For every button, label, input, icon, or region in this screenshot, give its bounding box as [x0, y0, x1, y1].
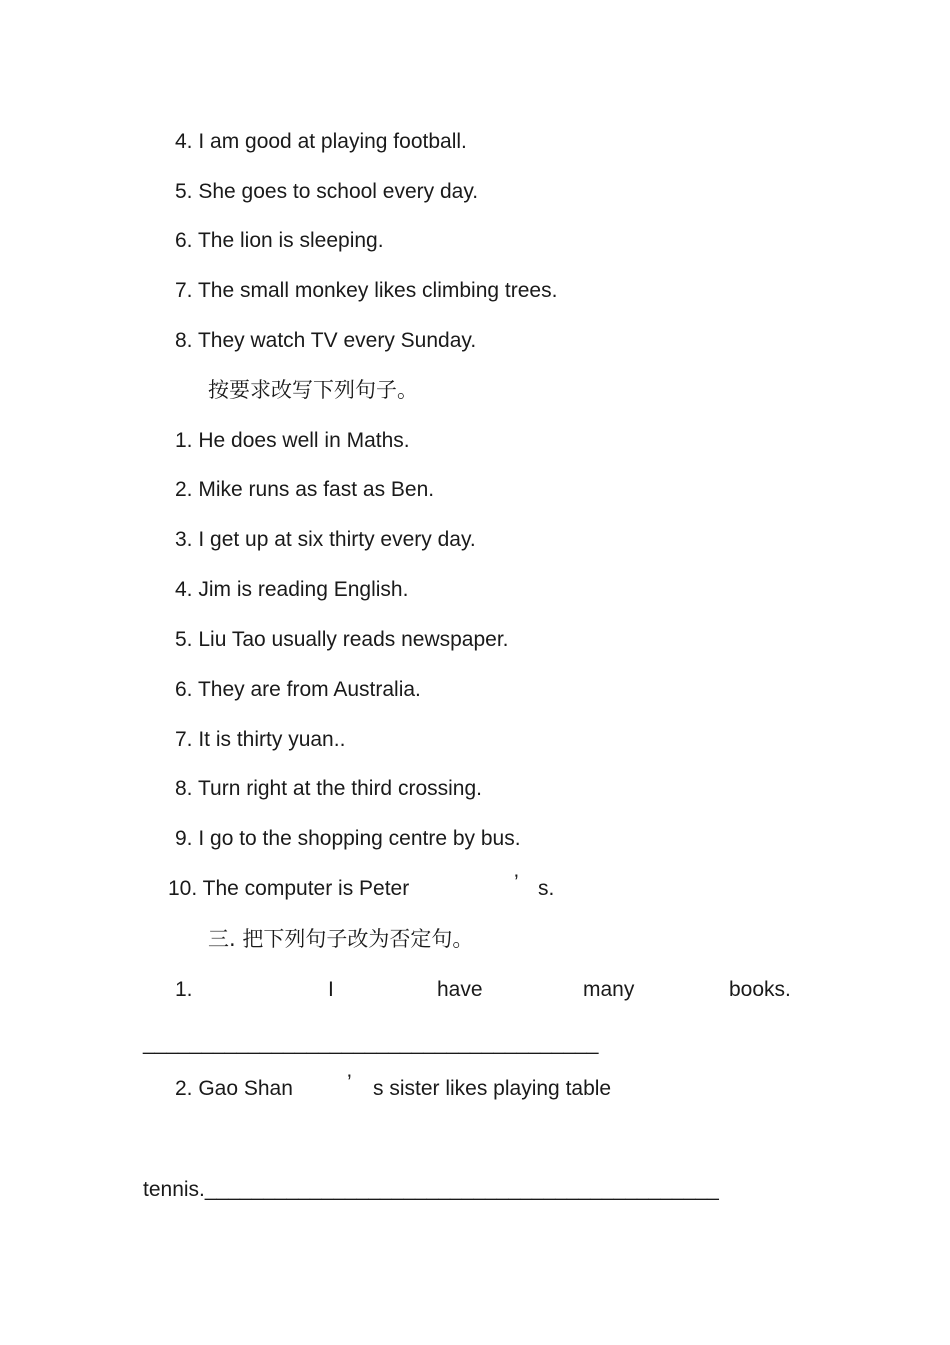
sentence-item: 3. I get up at six thirty every day. [175, 528, 476, 551]
sentence-item: 2. Mike runs as fast as Ben. [175, 478, 435, 501]
apostrophe-mark: ’ [347, 1071, 352, 1094]
sentence-item: 4. I am good at playing football. [175, 130, 467, 153]
sentence-item: 7. It is thirty yuan.. [175, 728, 346, 751]
sentence-item: 5. She goes to school every day. [175, 180, 479, 203]
sentence-item: 1. He does well in Maths. [175, 429, 410, 452]
answer-blank[interactable]: _______________________________________ [143, 1032, 599, 1055]
sentence-item-suffix: s sister likes playing table [373, 1077, 612, 1100]
sentence-item: 4. Jim is reading English. [175, 578, 409, 601]
word: many [583, 978, 635, 1001]
section-heading-rewrite: 按要求改写下列句子。 [208, 378, 418, 402]
apostrophe-mark: ’ [514, 871, 519, 894]
word: I [328, 978, 334, 1001]
section-heading-negative: 三. 把下列句子改为否定句。 [208, 927, 474, 951]
sentence-item: 6. The lion is sleeping. [175, 229, 384, 252]
word-number: 1. [175, 978, 193, 1001]
sentence-item: 7. The small monkey likes climbing trees. [175, 279, 558, 302]
sentence-item: 5. Liu Tao usually reads newspaper. [175, 628, 509, 651]
word: books. [729, 978, 791, 1001]
sentence-item: 2. Gao Shan [175, 1077, 293, 1100]
sentence-item-10: 10. The computer is Peter [168, 877, 410, 900]
sentence-item: 6. They are from Australia. [175, 678, 421, 701]
word: have [437, 978, 483, 1001]
answer-blank[interactable]: tennis.____________________________________________ [143, 1178, 719, 1201]
sentence-item-10-suffix: s. [538, 877, 555, 900]
sentence-item: 9. I go to the shopping centre by bus. [175, 827, 521, 850]
sentence-item: 8. They watch TV every Sunday. [175, 329, 477, 352]
sentence-item: 8. Turn right at the third crossing. [175, 777, 482, 800]
